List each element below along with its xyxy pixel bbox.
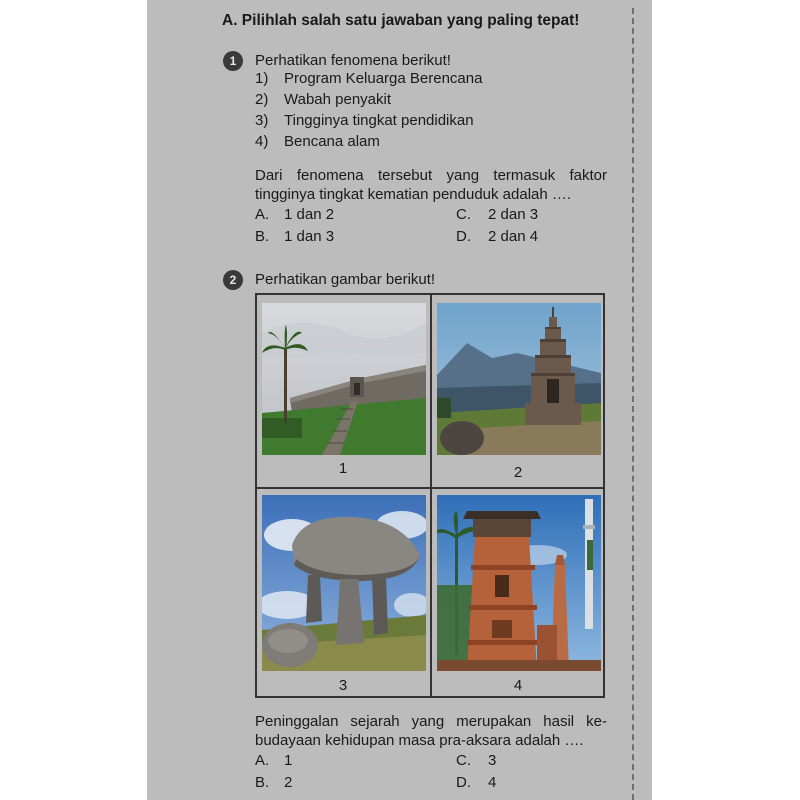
q1-item-num: 1) — [255, 70, 269, 87]
photo-label: 3 — [338, 677, 348, 694]
q1-option-letter: B. — [255, 228, 270, 245]
q2-option-text: 2 — [284, 774, 293, 791]
q1-option-letter: D. — [456, 228, 471, 245]
q2-option-text: 3 — [488, 752, 497, 769]
photo-label: 2 — [513, 464, 523, 481]
q2-option-letter: D. — [456, 774, 471, 791]
q1-item-num: 4) — [255, 133, 269, 150]
photo-dolmen — [262, 495, 426, 671]
grid-divider — [257, 487, 603, 489]
q1-item-text: Wabah penyakit — [284, 91, 392, 108]
q1-question-text: Dari fenomena tersebut yang termasuk faktor tingginya tingkat kematian penduduk adalah …. — [255, 167, 607, 203]
photo-temple — [437, 303, 601, 455]
q1-option-text: 1 dan 2 — [284, 206, 335, 223]
q1-item-num: 2) — [255, 91, 269, 108]
page-edge-dashed-line — [632, 8, 634, 800]
q1-item-text: Program Keluarga Berencana — [284, 70, 483, 87]
q1-item-text: Tingginya tingkat pendidikan — [284, 112, 474, 129]
q1-option-letter: C. — [456, 206, 471, 223]
grid-divider — [430, 295, 432, 696]
question-number-badge: 1 — [223, 51, 243, 71]
q2-option-text: 1 — [284, 752, 293, 769]
photo-label: 4 — [513, 677, 523, 694]
q1-option-text: 2 dan 4 — [488, 228, 539, 245]
photo-minaret — [437, 495, 601, 671]
q1-option-text: 1 dan 3 — [284, 228, 335, 245]
photo-grid — [255, 293, 605, 698]
q1-option-letter: A. — [255, 206, 270, 223]
q2-question-text: Peninggalan sejarah yang merupakan hasil ke-budayaan kehidupan masa pra-aksara adalah …. — [255, 713, 607, 749]
q2-option-letter: A. — [255, 752, 270, 769]
q2-option-letter: C. — [456, 752, 471, 769]
photo-label: 1 — [338, 460, 348, 477]
q1-item-num: 3) — [255, 112, 269, 129]
section-title: A. Pilihlah salah satu jawaban yang paling tepat! — [222, 12, 580, 29]
q2-prompt: Perhatikan gambar berikut! — [255, 271, 436, 288]
q2-option-letter: B. — [255, 774, 270, 791]
q1-item-text: Bencana alam — [284, 133, 380, 150]
q1-option-text: 2 dan 3 — [488, 206, 539, 223]
q1-prompt: Perhatikan fenomena berikut! — [255, 52, 451, 69]
photo-fort — [262, 303, 426, 455]
question-number-badge: 2 — [223, 270, 243, 290]
q2-option-text: 4 — [488, 774, 497, 791]
